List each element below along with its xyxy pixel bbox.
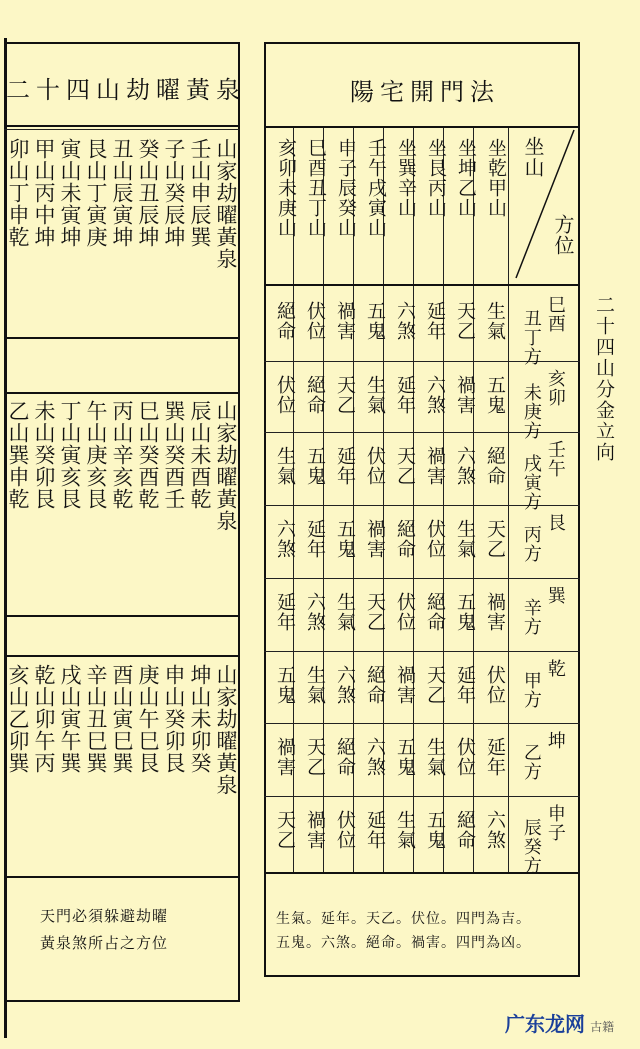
table-column: 寅山未寅坤 <box>58 138 82 248</box>
table-cell: 五鬼 <box>273 665 296 705</box>
table-cell: 天乙 <box>273 810 296 850</box>
table-cell: 生氣 <box>333 592 356 632</box>
table-cell: 絕命 <box>363 665 386 705</box>
table-column: 丙山辛亥乾 <box>110 400 134 510</box>
row-label: 艮 <box>544 513 566 532</box>
table-column: 丑山辰寅坤 <box>110 138 134 248</box>
right-note-line-2: 五鬼。六煞。絕命。禍害。四門為凶。 <box>276 935 531 951</box>
header-column: 坐艮丙山 <box>424 138 447 218</box>
table-cell: 伏位 <box>453 737 476 777</box>
table-cell: 生氣 <box>273 446 296 486</box>
table-cell: 禍害 <box>483 592 506 632</box>
row-label: 乙方 <box>520 743 542 781</box>
table-cell: 六煞 <box>483 810 506 850</box>
table-cell: 五鬼 <box>303 446 326 486</box>
table-cell: 生氣 <box>423 737 446 777</box>
table-cell: 伏位 <box>423 519 446 559</box>
corner-top-label: 坐山 <box>521 136 545 178</box>
table-cell: 六煞 <box>273 519 296 559</box>
table-cell: 禍害 <box>303 810 326 850</box>
table-column: 巽山癸酉壬 <box>162 400 186 510</box>
table-column: 癸山丑辰坤 <box>136 138 160 248</box>
table-cell: 絕命 <box>333 737 356 777</box>
table-column: 未山癸卯艮 <box>32 400 56 510</box>
grid-line <box>264 651 580 652</box>
grid-line <box>264 796 580 797</box>
row-label: 甲方 <box>520 671 542 709</box>
table-cell: 六煞 <box>303 592 326 632</box>
row-label: 戌寅方 <box>520 454 542 511</box>
table-cell: 絕命 <box>423 592 446 632</box>
table-cell: 五鬼 <box>363 301 386 341</box>
table-cell: 絕命 <box>483 446 506 486</box>
table-cell: 延年 <box>303 519 326 559</box>
right-title: 陽宅開門法 <box>350 78 500 106</box>
left-title: 二十四山劫曜黃泉 <box>6 76 246 104</box>
table-cell: 六煞 <box>363 737 386 777</box>
table-cell: 絕命 <box>303 375 326 415</box>
table-column: 艮山丁寅庚 <box>84 138 108 248</box>
table-cell: 延年 <box>333 446 356 486</box>
side-label: 二十四山分金立向 <box>593 295 615 463</box>
table-cell: 五鬼 <box>333 519 356 559</box>
row-label: 亥卯 <box>544 369 566 407</box>
table-cell: 伏位 <box>273 375 296 415</box>
table-column: 乾山卯午丙 <box>32 664 56 774</box>
table-cell: 天乙 <box>363 592 386 632</box>
table-column: 巳山癸酉乾 <box>136 400 160 510</box>
grid-line <box>508 128 509 872</box>
table-cell: 延年 <box>393 375 416 415</box>
table-cell: 天乙 <box>483 519 506 559</box>
row-label: 申子 <box>544 804 566 842</box>
table-cell: 天乙 <box>303 737 326 777</box>
header-column: 申子辰癸山 <box>334 138 357 238</box>
table-cell: 六煞 <box>333 665 356 705</box>
header-column: 亥卯未庚山 <box>274 138 297 238</box>
table-cell: 伏位 <box>363 446 386 486</box>
table-cell: 禍害 <box>453 375 476 415</box>
table-cell: 生氣 <box>393 810 416 850</box>
table-column: 乙山巽申乾 <box>6 400 30 510</box>
table-cell: 生氣 <box>363 375 386 415</box>
grid-line <box>264 284 580 286</box>
table-column: 申山癸卯艮 <box>162 664 186 774</box>
table-column: 山家劫曜黃泉 <box>214 138 238 270</box>
table-column: 山家劫曜黃泉 <box>214 664 238 796</box>
table-column: 戌山寅午巽 <box>58 664 82 774</box>
left-note-line-2: 黃泉煞所占之方位 <box>40 934 169 952</box>
header-column: 坐坤乙山 <box>454 138 477 218</box>
table-cell: 禍害 <box>423 446 446 486</box>
table-cell: 六煞 <box>393 301 416 341</box>
table-cell: 五鬼 <box>423 810 446 850</box>
table-column: 庚山午巳艮 <box>136 664 160 774</box>
table-cell: 伏位 <box>483 665 506 705</box>
left-note-line-1: 天門必須躲避劫曜 <box>40 907 169 925</box>
grid-line <box>264 723 580 724</box>
row-label: 丑丁方 <box>520 309 542 366</box>
watermark-text: 广东龙网 <box>505 1012 585 1036</box>
watermark <box>505 1008 614 1037</box>
table-cell: 五鬼 <box>453 592 476 632</box>
header-column: 壬午戌寅山 <box>364 138 387 238</box>
row-label: 未庚方 <box>520 383 542 440</box>
row-label: 辰癸方 <box>520 818 542 875</box>
table-cell: 禍害 <box>393 665 416 705</box>
row-label: 壬午 <box>544 440 566 478</box>
table-cell: 禍害 <box>273 737 296 777</box>
table-cell: 六煞 <box>453 446 476 486</box>
table-cell: 天乙 <box>333 375 356 415</box>
table-cell: 延年 <box>423 301 446 341</box>
table-column: 卯山丁申乾 <box>6 138 30 248</box>
row-label: 乾 <box>544 659 566 678</box>
table-cell: 延年 <box>453 665 476 705</box>
row-label: 坤 <box>544 731 566 750</box>
table-cell: 絕命 <box>453 810 476 850</box>
table-cell: 禍害 <box>333 301 356 341</box>
table-column: 坤山未卯癸 <box>188 664 212 774</box>
table-cell: 伏位 <box>303 301 326 341</box>
corner-bottom-label: 方位 <box>551 214 575 256</box>
table-cell: 延年 <box>273 592 296 632</box>
table-column: 甲山丙中坤 <box>32 138 56 248</box>
table-cell: 五鬼 <box>393 737 416 777</box>
table-column: 酉山寅巳巽 <box>110 664 134 774</box>
table-cell: 生氣 <box>453 519 476 559</box>
watermark-sub: 古籍 <box>590 1020 615 1034</box>
grid-line <box>264 578 580 579</box>
table-cell: 延年 <box>363 810 386 850</box>
header-column: 坐乾甲山 <box>484 138 507 218</box>
table-cell: 延年 <box>483 737 506 777</box>
table-column: 丁山寅亥艮 <box>58 400 82 510</box>
row-label: 辛方 <box>520 598 542 636</box>
right-note-line-1: 生氣。延年。天乙。伏位。四門為吉。 <box>276 911 531 927</box>
table-column: 午山庚亥艮 <box>84 400 108 510</box>
table-cell: 絕命 <box>273 301 296 341</box>
row-label: 巳酉 <box>544 295 566 333</box>
table-cell: 五鬼 <box>483 375 506 415</box>
table-cell: 生氣 <box>303 665 326 705</box>
table-cell: 絕命 <box>393 519 416 559</box>
table-cell: 生氣 <box>483 301 506 341</box>
table-column: 辰山未酉乾 <box>188 400 212 510</box>
table-cell: 天乙 <box>453 301 476 341</box>
table-column: 壬山申辰巽 <box>188 138 212 248</box>
table-cell: 天乙 <box>423 665 446 705</box>
table-cell: 六煞 <box>423 375 446 415</box>
table-column: 亥山乙卯巽 <box>6 664 30 774</box>
header-column: 坐巽辛山 <box>394 138 417 218</box>
table-cell: 伏位 <box>393 592 416 632</box>
table-cell: 天乙 <box>393 446 416 486</box>
table-cell: 伏位 <box>333 810 356 850</box>
table-column: 山家劫曜黃泉 <box>214 400 238 532</box>
header-column: 巳酉丑丁山 <box>304 138 327 238</box>
table-column: 子山癸辰坤 <box>162 138 186 248</box>
row-label: 巽 <box>544 586 566 605</box>
row-label: 丙方 <box>520 525 542 563</box>
table-column: 辛山丑巳巽 <box>84 664 108 774</box>
table-cell: 禍害 <box>363 519 386 559</box>
